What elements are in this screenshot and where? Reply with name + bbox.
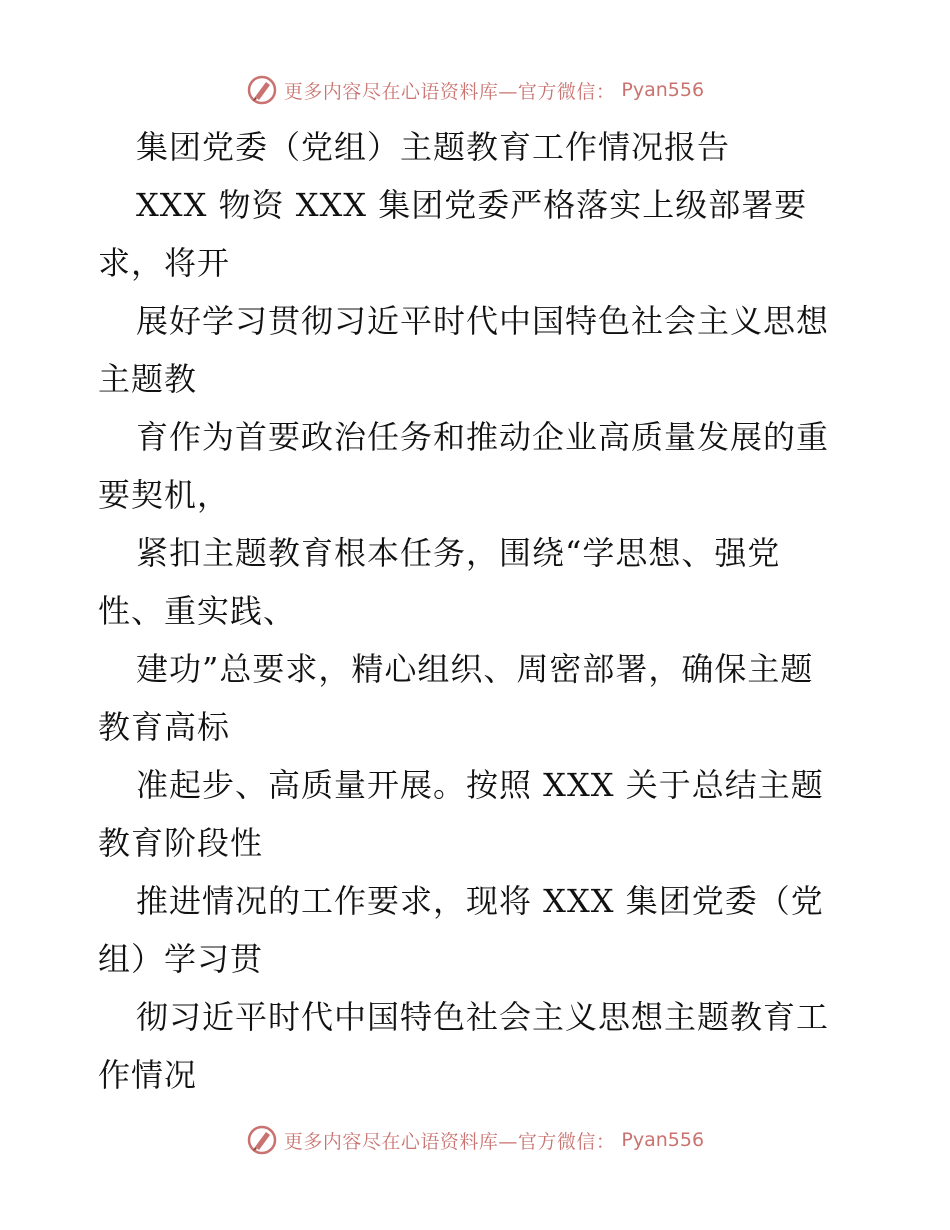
paragraph-line: 性、重实践、 <box>98 592 297 630</box>
paragraph-line: 教育阶段性 <box>98 824 264 862</box>
paragraph-line: 要契机， <box>98 476 231 514</box>
paragraph-line: 主题教 <box>98 360 198 398</box>
watermark-footer <box>0 1120 950 1160</box>
watermark-header <box>0 70 950 110</box>
paragraph-line: 建功”总要求，精心组织、周密部署，确保主题 <box>136 650 814 688</box>
pen-logo-icon <box>246 1124 278 1156</box>
paragraph-line: 教育高标 <box>98 708 231 746</box>
paragraph-line: 准起步、高质量开展。按照 XXX 关于总结主题 <box>136 766 824 804</box>
paragraph-line: 彻习近平时代中国特色社会主义思想主题教育工 <box>136 998 830 1036</box>
paragraph-line: 紧扣主题教育根本任务，围绕“学思想、强党 <box>136 534 781 572</box>
watermark-wechat-id: Pyan556 <box>621 1129 705 1151</box>
paragraph-line: 作情况 <box>98 1056 198 1094</box>
paragraph-line: XXX 物资 XXX 集团党委严格落实上级部署要 <box>136 186 808 224</box>
paragraph-line: 求，将开 <box>98 244 231 282</box>
pen-logo-icon <box>246 74 278 106</box>
watermark-text: 更多内容尽在心语资料库—官方微信： <box>283 80 616 103</box>
document-body <box>98 118 858 1104</box>
watermark-text: 更多内容尽在心语资料库—官方微信： <box>283 1130 616 1153</box>
watermark-wechat-id: Pyan556 <box>621 79 705 101</box>
document-title: 集团党委（党组）主题教育工作情况报告 <box>136 128 731 166</box>
paragraph-line: 推进情况的工作要求，现将 XXX 集团党委（党 <box>136 882 824 920</box>
paragraph-line: 组）学习贯 <box>98 940 264 978</box>
paragraph-line: 展好学习贯彻习近平时代中国特色社会主义思想 <box>136 302 830 340</box>
paragraph-line: 育作为首要政治任务和推动企业高质量发展的重 <box>136 418 830 456</box>
